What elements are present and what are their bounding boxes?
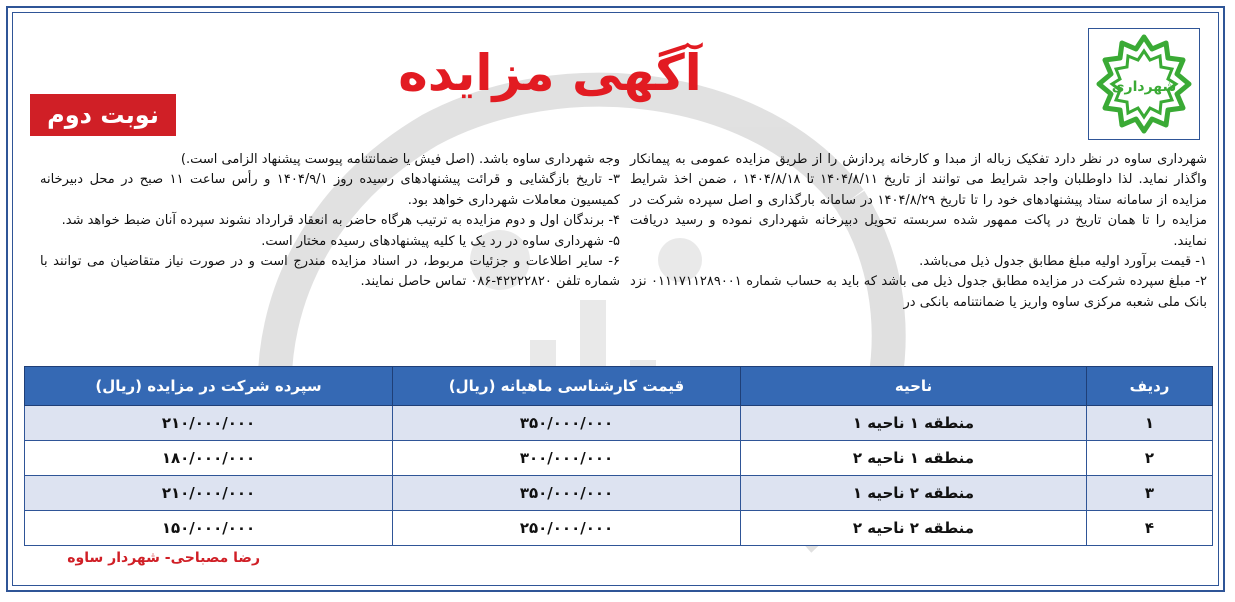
table-cell: منطقه ۱ ناحیه ۱: [741, 406, 1087, 441]
notice-title: آگهی مزایده: [398, 44, 702, 102]
table-cell: ۴: [1087, 511, 1213, 546]
paragraph: ۱- قیمت برآورد اولیه مبلغ مطابق جدول ذیل می‌باشد.: [919, 254, 1207, 270]
table-cell: منطقه ۱ ناحیه ۲: [741, 441, 1087, 476]
table-cell: ۳: [1087, 476, 1213, 511]
municipality-logo-icon: [1088, 28, 1200, 140]
table-header-row: [25, 367, 1213, 406]
paragraph: وجه شهرداری ساوه باشد. (اصل فیش یا ضمانتنامه پیوست پیشنهاد الزامی است.): [180, 152, 620, 167]
table-cell: ۲۱۰/۰۰۰/۰۰۰: [25, 476, 393, 511]
table-cell: ۲: [1087, 441, 1213, 476]
table-cell: ۳۵۰/۰۰۰/۰۰۰: [393, 476, 741, 511]
table-row: [25, 476, 1213, 511]
table-cell: ۲۱۰/۰۰۰/۰۰۰: [25, 406, 393, 441]
paragraph: ۴- برندگان اول و دوم مزایده به ترتیب هرگاه حاضر به انعقاد قرارداد نشوند سپرده آنان ضبط خواهد شد.: [61, 213, 620, 229]
column-header: سپرده شرکت در مزایده (ریال): [25, 367, 393, 406]
column-header: قیمت کارشناسی ماهیانه (ریال): [393, 367, 741, 406]
notice-body-left: [40, 150, 620, 293]
table-cell: ۳۵۰/۰۰۰/۰۰۰: [393, 406, 741, 441]
notice-body-right: [630, 150, 1207, 313]
table-row: [25, 406, 1213, 441]
column-header: ردیف: [1087, 367, 1213, 406]
auction-table: [24, 366, 1213, 546]
paragraph: ۵- شهرداری ساوه در رد یک یا کلیه پیشنهادهای رسیده مختار است.: [261, 233, 620, 249]
logo-text: شهرداری: [1111, 79, 1177, 95]
round-badge: نوبت دوم: [30, 94, 176, 136]
table-cell: ۱۸۰/۰۰۰/۰۰۰: [25, 441, 393, 476]
table-cell: ۲۵۰/۰۰۰/۰۰۰: [393, 511, 741, 546]
table-row: [25, 441, 1213, 476]
signature: رضا مصباحی- شهردار ساوه: [67, 550, 260, 566]
table-cell: منطقه ۲ ناحیه ۲: [741, 511, 1087, 546]
table-cell: منطقه ۲ ناحیه ۱: [741, 476, 1087, 511]
paragraph: ۲- مبلغ سپرده شرکت در مزایده مطابق جدول ذیل می باشد که باید به حساب شماره ۰۱۱۱۷۱۱۲۸۹۰۰۱ نزد بانک ملی شعبه مرکزی ساوه واریز یا ضمانتنامه بانکی در: [630, 274, 1207, 310]
paragraph: ۶- سایر اطلاعات و جزئیات مربوط، در اسناد مزایده مندرج است و در صورت نیاز متقاضیان می توانند با شماره تلفن ۴۲۲۲۲۸۲۰-۰۸۶ تماس حاصل نمایند.: [40, 254, 620, 290]
paragraph: ۳- تاریخ بازگشایی و قرائت پیشنهادهای رسیده روز ۱۴۰۴/۹/۱ و رأس ساعت ۱۱ صبح در محل دبیرخانه کمیسیون معاملات شهرداری خواهد بود.: [40, 172, 620, 208]
paragraph: شهرداری ساوه در نظر دارد تفکیک زباله از مبدا و کارخانه پردازش را از طریق مزایده عمومی به پیمانکار واگذار نماید. لذا داوطلبان واجد شرایط می توانند از تاریخ ۱۴۰۴/۸/۱۱ تا ۱۴۰۴/۸/۱۸ ، ضمن اخذ شرایط مزایده از سامانه ستاد پیشنهادهای خود را تا تاریخ ۱۴۰۴/۸/۲۹ در سامانه بارگذاری و اصل سپرده شرکت در مزایده را تا همان تاریخ در پاکت ممهور شده سربسته تحویل دبیرخانه شهرداری نموده و رسید دریافت نمایند.: [630, 152, 1208, 249]
table-cell: ۳۰۰/۰۰۰/۰۰۰: [393, 441, 741, 476]
column-header: ناحیه: [741, 367, 1087, 406]
table-cell: ۱: [1087, 406, 1213, 441]
table-row: [25, 511, 1213, 546]
table-cell: ۱۵۰/۰۰۰/۰۰۰: [25, 511, 393, 546]
